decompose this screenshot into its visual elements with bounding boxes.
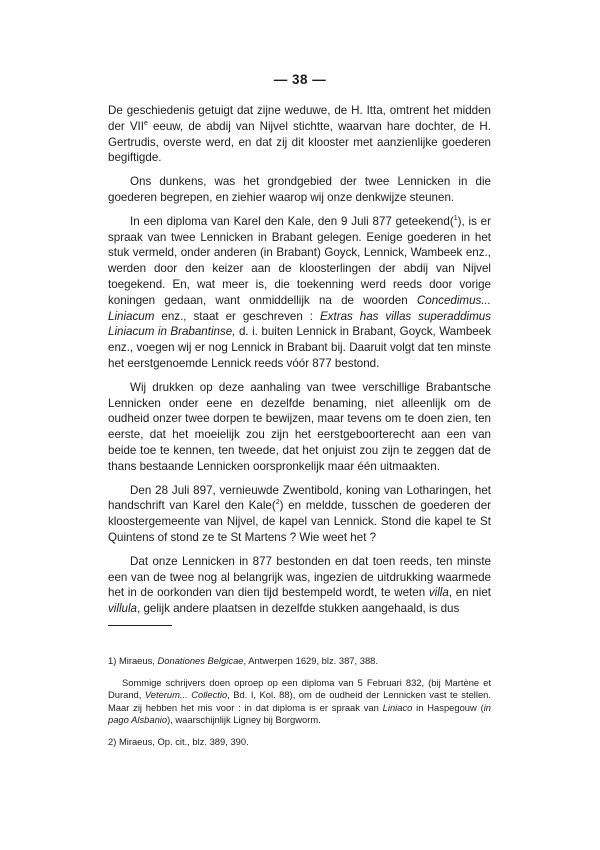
paragraph-p3 — [108, 214, 491, 372]
text-run: d. i. buiten Lennick in Brabant, Goyck, Wambeek enz., voegen wij er nog Lennick in Brabant bij. Daaruit volgt dat ten minste het eerstgenoemde Lennick reeds vóór 877 bestond. — [108, 325, 491, 370]
footnote-divider — [108, 625, 172, 626]
text-run: , Antwerpen 1629, blz. 387, 388. — [243, 655, 378, 666]
footnote-marker: 2 — [275, 499, 280, 507]
text-run: , en niet — [448, 586, 491, 600]
text-run: ), waarschijnlijk Ligney bij Borgworm. — [167, 714, 321, 726]
text-run: De geschiedenis getuigt dat zijne weduwe, de H. Itta, omtrent het midden der VII — [108, 104, 491, 133]
footnote-f2 — [108, 677, 491, 727]
text-run: enz., staat er geschreven : — [154, 309, 320, 323]
paragraph-p2 — [108, 174, 491, 206]
footnote-marker: 1 — [453, 214, 458, 222]
text-run: ) en meldde, tusschen de goederen der kloostergemeente van Nijvel, de kapel van Lennick. Stond die kapel te St Quintens of stond ze te St Martens ? Wie weet het ? — [108, 499, 491, 544]
text-run: Wij drukken op deze aanhaling van twee verschillige Brabantsche Lennicken onder eene en dezelfde benaming, niet alleenlijk om de oudheid onzer twee dorpen te bewijzen, maar tevens om te doen zien, ten eerste, dat het moeielijk zou zijn het eerstgeboorterecht aan een van beide toe te kennen, ten tweede, dat het onjuist zou zijn te zeggen dat de thans bestaande Lennicken oorspronkelijk maar één uitmaakten. — [108, 380, 491, 473]
text-run: Sommige schrijvers doen oproep op een diploma van 5 Februari 832, (bij Martène et Durand, — [108, 676, 491, 701]
italic-text: villa — [428, 586, 449, 600]
italic-text: villula — [108, 602, 137, 616]
body-text — [108, 103, 491, 625]
footnote-f3 — [108, 736, 491, 749]
text-run: , Bd. I, Kol. 88), om de oudheid der Lennicken vast te stellen. Maar zij hebben het mis voor : in dat diploma is er spraak van — [108, 689, 491, 713]
paragraph-p4 — [108, 380, 491, 475]
footnote-marker: e — [144, 119, 148, 127]
text-run: 2) Miraeus, Op. cit., blz. 389, 390. — [108, 735, 249, 747]
footnote-f1 — [108, 655, 491, 668]
text-run: Ons dunkens, was het grondgebied der twee Lennicken in die goederen begrepen, en ziehier waarop wij onze denkwijze steunen. — [108, 175, 491, 204]
text-run: Dat onze Lennicken in 877 bestonden en dat toen reeds, ten minste een van de twee nog al belangrijk was, ingezien de uitdrukking waarmede het in de oorkonden van dien tijd bestempeld wordt, te weten — [108, 554, 491, 600]
footnotes — [108, 655, 491, 758]
italic-text: Donationes Belgicae — [157, 655, 244, 666]
italic-text: in pago Alsbanio — [108, 701, 491, 726]
text-run: 1) Miraeus, — [108, 655, 158, 666]
paragraph-p1 — [108, 103, 491, 166]
italic-text: Liniaco — [382, 701, 413, 713]
text-run: ), is er spraak van twee Lennicken in Brabant gelegen. Eenige goederen in het stuk vermeld, onder anderen (in Brabant) Goyck, Lennick, Wambeek enz., werden door den keizer aan de kloosterlingen der abdij van Nijvel toegekend. En, wat meer is, die toekenning werd reeds door vorige koningen gedaan, want onmiddellijk na de woorden — [108, 214, 491, 307]
italic-text: Extras has villas superaddimus Liniacum in Brabantinse, — [108, 309, 491, 339]
paragraph-p5 — [108, 483, 491, 546]
text-run: eeuw, de abdij van Nijvel stichtte, waarvan hare dochter, de H. Gertrudis, overste werd, en dat zij dit klooster met aanzienlijke goederen begiftigde. — [108, 119, 491, 165]
text-run: In een diploma van Karel den Kale, den 9 Juli 877 geteekend( — [130, 214, 454, 228]
page-number: — 38 — — [273, 72, 327, 87]
italic-text: Veterum... Collectio — [144, 689, 228, 701]
text-run: , gelijk andere plaatsen in dezelfde stukken aangehaald, is dus — [137, 602, 460, 616]
text-run: in Haspegouw ( — [412, 701, 484, 713]
text-run: Den 28 Juli 897, vernieuwde Zwentibold, koning van Lotharingen, het handschrift van Karel den Kale( — [108, 483, 491, 513]
italic-text: Concedimus... Liniacum — [108, 293, 491, 323]
paragraph-p6 — [108, 554, 491, 617]
